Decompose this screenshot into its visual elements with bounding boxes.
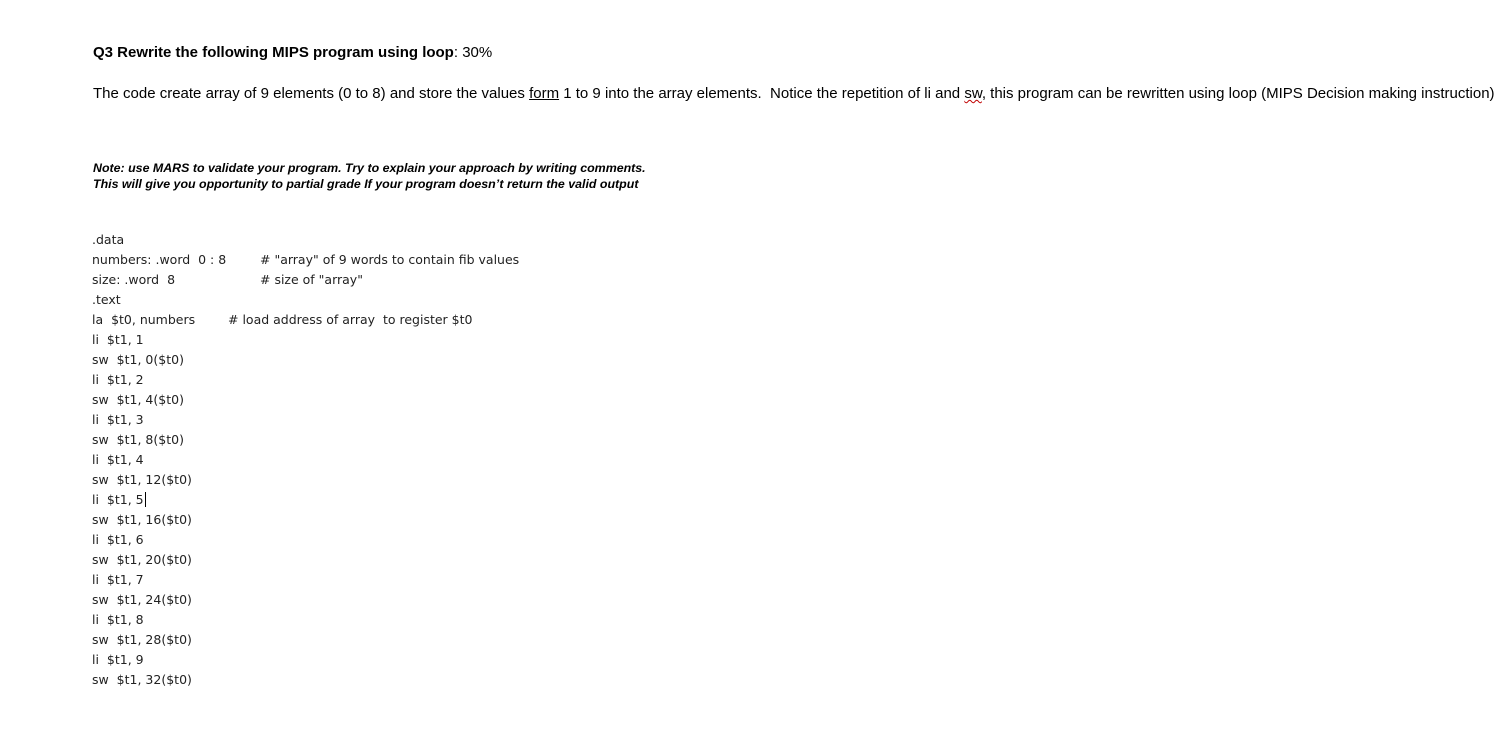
description-part-2: 1 to 9 into the array elements. Notice the repetition of li and <box>559 85 965 102</box>
code-text: li $t1, 8 <box>92 612 144 627</box>
code-line <box>92 370 226 390</box>
code-line <box>92 410 226 430</box>
code-text: li $t1, 6 <box>92 532 144 547</box>
code-text: numbers: .word 0 : 8 <box>92 252 227 267</box>
question-title <box>93 44 492 61</box>
code-text: sw $t1, 20($t0) <box>92 552 192 567</box>
question-title-bold: Q3 Rewrite the following MIPS program using loop <box>93 44 454 61</box>
code-line <box>92 450 226 470</box>
code-text: sw $t1, 12($t0) <box>92 472 192 487</box>
code-line <box>92 470 226 490</box>
code-text: sw $t1, 4($t0) <box>92 392 184 407</box>
code-listing <box>92 230 520 690</box>
code-line <box>92 670 226 690</box>
code-text: sw $t1, 16($t0) <box>92 512 192 527</box>
code-line <box>92 570 226 590</box>
code-text: li $t1, 4 <box>92 452 144 467</box>
code-line <box>92 390 226 410</box>
description-underlined-word: form <box>529 85 560 102</box>
code-line <box>92 650 226 670</box>
note-line-1: Note: use MARS to validate your program. Try to explain your approach by writing comments. <box>93 161 646 175</box>
code-text: .data <box>92 232 125 247</box>
code-line <box>92 330 226 350</box>
description-spellcheck-word: sw <box>964 85 982 102</box>
question-title-weight: : 30% <box>453 44 493 61</box>
code-text: sw $t1, 8($t0) <box>92 432 184 447</box>
code-text: sw $t1, 28($t0) <box>92 632 192 647</box>
code-text: .text <box>92 292 121 307</box>
note-block <box>93 160 733 192</box>
code-line <box>92 630 226 650</box>
code-line <box>92 250 520 270</box>
code-line <box>92 530 226 550</box>
code-line <box>92 610 226 630</box>
question-description <box>93 84 1495 103</box>
code-text: la $t0, numbers <box>92 312 196 327</box>
code-line <box>92 350 226 370</box>
code-comment: # load address of array to register $t0 <box>228 312 473 327</box>
note-line-2: This will give you opportunity to partial grade If your program doesn’t return the valid output <box>93 177 639 191</box>
code-text: sw $t1, 0($t0) <box>92 352 184 367</box>
code-line <box>92 230 226 250</box>
code-text: li $t1, 7 <box>92 572 144 587</box>
description-part-3: , this program can be rewritten using loop (MIPS Decision making instruction) <box>981 85 1495 102</box>
code-line <box>92 490 226 510</box>
code-line <box>92 270 363 290</box>
code-comment: # "array" of 9 words to contain fib values <box>260 252 520 267</box>
text-cursor <box>145 492 146 507</box>
code-text: li $t1, 9 <box>92 652 144 667</box>
code-line <box>92 590 226 610</box>
code-text: li $t1, 3 <box>92 412 144 427</box>
description-part-1: The code create array of 9 elements (0 to 8) and store the values <box>93 85 530 102</box>
code-text: size: .word 8 <box>92 272 176 287</box>
code-text: li $t1, 5 <box>92 492 144 507</box>
code-text: sw $t1, 24($t0) <box>92 592 192 607</box>
code-line <box>92 550 226 570</box>
code-text: sw $t1, 32($t0) <box>92 672 192 687</box>
code-line <box>92 430 226 450</box>
code-comment: # size of "array" <box>260 272 363 287</box>
code-line <box>92 310 473 330</box>
code-line <box>92 290 226 310</box>
code-line <box>92 510 226 530</box>
code-text: li $t1, 2 <box>92 372 144 387</box>
code-text: li $t1, 1 <box>92 332 144 347</box>
